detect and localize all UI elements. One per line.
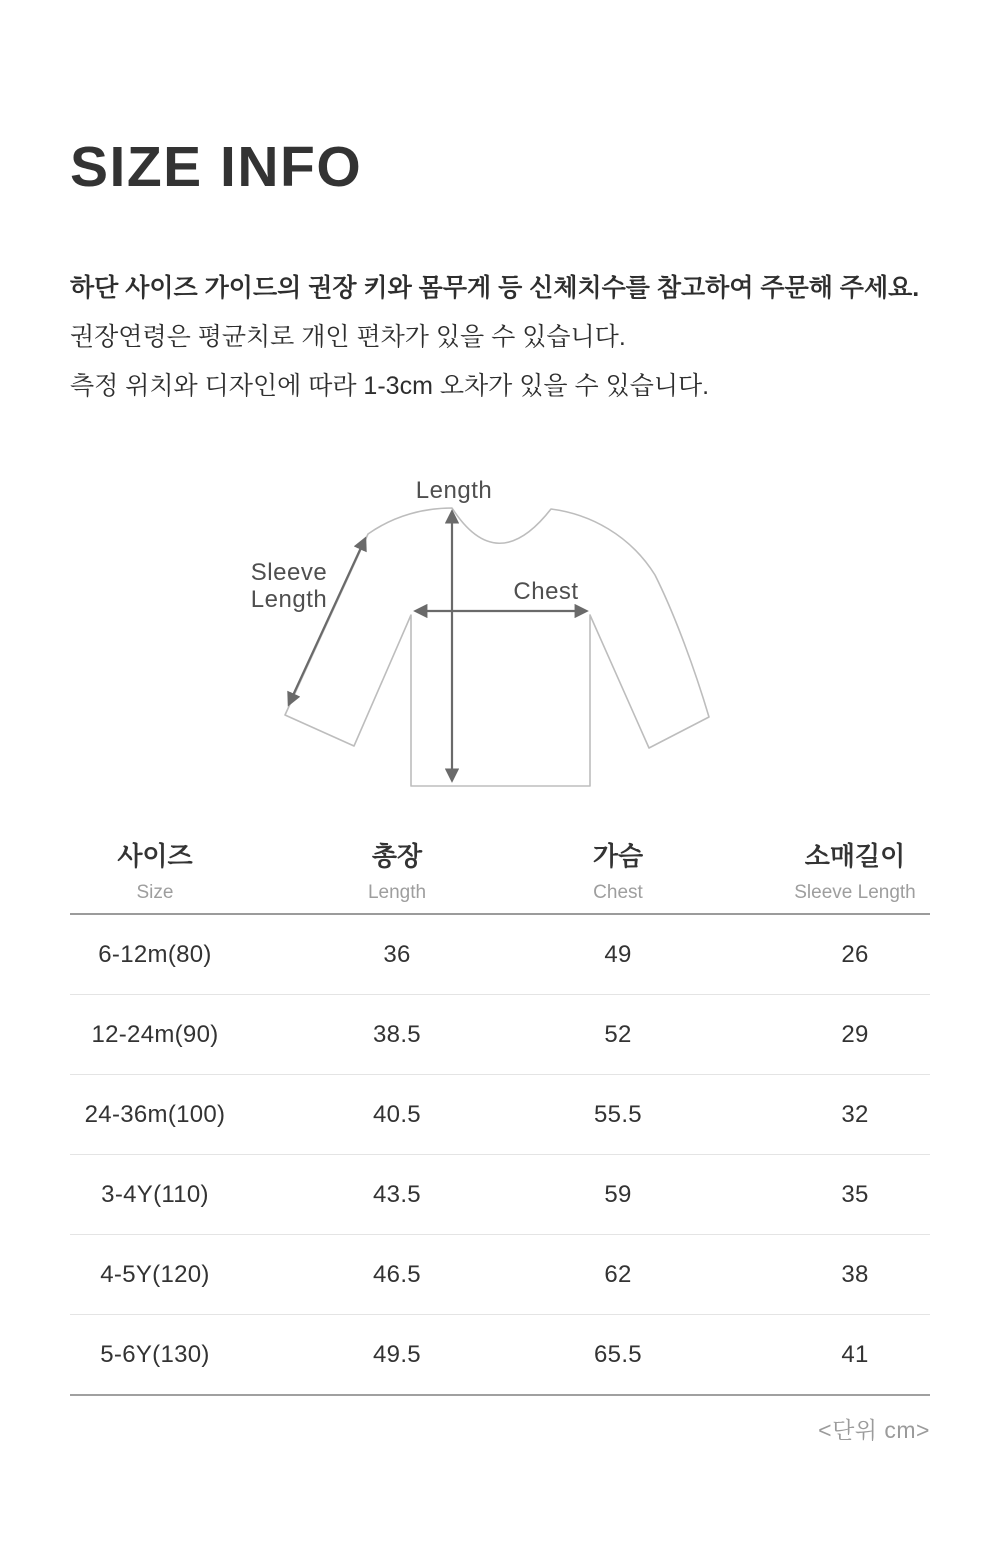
cell-sleeve: 35 [841,1180,869,1208]
cell-size: 4-5Y(120) [100,1260,210,1288]
tshirt-measurement-diagram [230,460,770,800]
column-header-length-en: Length [367,882,427,903]
size-table-body [70,913,930,1396]
cell-sleeve: 41 [841,1340,869,1368]
column-header-chest-ko: 가슴 [592,841,644,871]
column-header-sleeve-length [794,836,916,904]
table-row [70,1315,930,1394]
column-header-size-en: Size [136,882,174,903]
table-row [70,1075,930,1155]
cell-size: 5-6Y(130) [100,1340,210,1368]
tshirt-outline [285,508,709,786]
table-row [70,995,930,1075]
unit-note: <단위 cm> [818,1417,930,1443]
length-label: Length [415,477,493,504]
chest-label: Chest [513,578,579,605]
column-header-chest-en: Chest [593,882,643,903]
cell-sleeve: 32 [841,1100,869,1128]
cell-size: 3-4Y(110) [101,1180,209,1208]
cell-length: 40.5 [373,1100,421,1128]
cell-chest: 55.5 [594,1100,642,1128]
column-header-size-ko: 사이즈 [117,841,193,871]
table-row [70,1235,930,1315]
size-table-header [70,820,930,913]
cell-chest: 49 [604,940,632,968]
intro-line-2: 권장연령은 평균치로 개인 편차가 있을 수 있습니다. [70,323,626,351]
column-header-sleeve-length-en: Sleeve Length [794,882,916,903]
cell-length: 38.5 [373,1020,421,1048]
intro-line-3: 측정 위치와 디자인에 따라 1-3cm 오차가 있을 수 있습니다. [70,372,710,400]
table-row [70,1155,930,1235]
cell-sleeve: 38 [841,1260,869,1288]
cell-size: 6-12m(80) [98,940,212,968]
page-title: SIZE INFO [70,135,363,199]
cell-length: 49.5 [373,1340,421,1368]
column-header-sleeve-length-ko: 소매길이 [804,841,906,871]
cell-size: 24-36m(100) [84,1100,226,1128]
cell-chest: 59 [604,1180,632,1208]
size-table [70,820,930,1396]
column-header-size [117,836,192,904]
column-header-chest [593,836,643,904]
cell-length: 36 [383,940,411,968]
table-row [70,915,930,995]
cell-sleeve: 29 [841,1020,869,1048]
cell-length: 46.5 [373,1260,421,1288]
intro-text [70,264,919,411]
sleeve-label-line1: Sleeve [250,559,328,586]
sleeve-label-line2: Length [250,586,328,613]
cell-sleeve: 26 [841,940,869,968]
cell-chest: 62 [604,1260,632,1288]
column-header-length-ko: 총장 [371,841,423,871]
cell-length: 43.5 [373,1180,421,1208]
cell-size: 12-24m(90) [91,1020,219,1048]
column-header-length [368,836,426,904]
cell-chest: 52 [604,1020,632,1048]
intro-line-1: 하단 사이즈 가이드의 권장 키와 몸무게 등 신체치수를 참고하여 주문해 주세요. [70,274,920,302]
cell-chest: 65.5 [594,1340,642,1368]
